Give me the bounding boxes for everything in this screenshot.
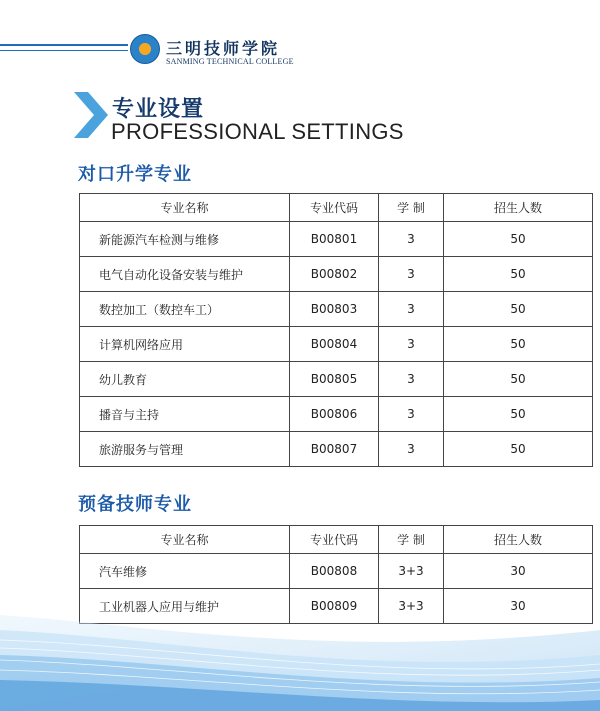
major-duration: 3 (379, 397, 444, 432)
major-quota: 50 (444, 327, 593, 362)
page-title-en: PROFESSIONAL SETTINGS (111, 119, 404, 144)
table-row (80, 292, 593, 327)
major-name: 电气自动化设备安装与维护 (99, 267, 244, 282)
major-name: 数控加工（数控车工） (99, 302, 220, 317)
college-emblem-icon (130, 34, 160, 64)
major-duration: 3 (379, 292, 444, 327)
table-header-row (80, 526, 593, 554)
major-quota: 30 (444, 589, 593, 624)
major-duration: 3 (379, 327, 444, 362)
major-code: B00802 (290, 257, 379, 292)
major-code: B00803 (290, 292, 379, 327)
table-header-row (80, 194, 593, 222)
major-quota: 50 (444, 362, 593, 397)
major-name: 播音与主持 (99, 407, 160, 422)
major-duration: 3+3 (379, 589, 444, 624)
major-quota: 50 (444, 257, 593, 292)
major-name: 新能源汽车检测与维修 (99, 232, 220, 247)
header-enrollment: 招生人数 (444, 194, 593, 222)
major-code: B00801 (290, 222, 379, 257)
college-name-cn: 三明技师学院 (166, 39, 281, 58)
major-name: 汽车维修 (99, 564, 148, 579)
major-code: B00808 (290, 554, 379, 589)
decorative-wave-background (0, 560, 600, 711)
majors-table-direct-admission (79, 193, 593, 467)
major-duration: 3+3 (379, 554, 444, 589)
major-code: B00806 (290, 397, 379, 432)
header-major-code: 专业代码 (290, 194, 379, 222)
major-quota: 30 (444, 554, 593, 589)
major-quota: 50 (444, 292, 593, 327)
header-rule-thin (0, 50, 128, 51)
college-name-en: SANMING TECHNICAL COLLEGE (166, 57, 294, 66)
table-row (80, 432, 593, 467)
major-quota: 50 (444, 397, 593, 432)
section-title-direct-admission: 对口升学专业 (78, 164, 192, 185)
major-name: 工业机器人应用与维护 (99, 599, 220, 614)
header-duration: 学 制 (379, 194, 444, 222)
table-row (80, 257, 593, 292)
major-name: 旅游服务与管理 (99, 442, 184, 457)
major-code: B00807 (290, 432, 379, 467)
header-major-code: 专业代码 (290, 526, 379, 554)
table-row (80, 397, 593, 432)
major-code: B00804 (290, 327, 379, 362)
major-duration: 3 (379, 432, 444, 467)
table-row (80, 327, 593, 362)
table-row (80, 222, 593, 257)
header-major-name: 专业名称 (80, 194, 290, 222)
major-code: B00805 (290, 362, 379, 397)
header-duration: 学 制 (379, 526, 444, 554)
major-code: B00809 (290, 589, 379, 624)
header-major-name: 专业名称 (80, 526, 290, 554)
table-row (80, 362, 593, 397)
major-name: 幼儿教育 (99, 372, 148, 387)
major-quota: 50 (444, 432, 593, 467)
major-duration: 3 (379, 362, 444, 397)
chevron-right-icon (74, 92, 110, 138)
header-rule (0, 44, 128, 46)
major-name: 计算机网络应用 (99, 337, 184, 352)
section-title-preparatory-technician: 预备技师专业 (78, 494, 192, 515)
header-enrollment: 招生人数 (444, 526, 593, 554)
major-duration: 3 (379, 222, 444, 257)
major-duration: 3 (379, 257, 444, 292)
major-quota: 50 (444, 222, 593, 257)
page-title-cn: 专业设置 (112, 97, 205, 122)
